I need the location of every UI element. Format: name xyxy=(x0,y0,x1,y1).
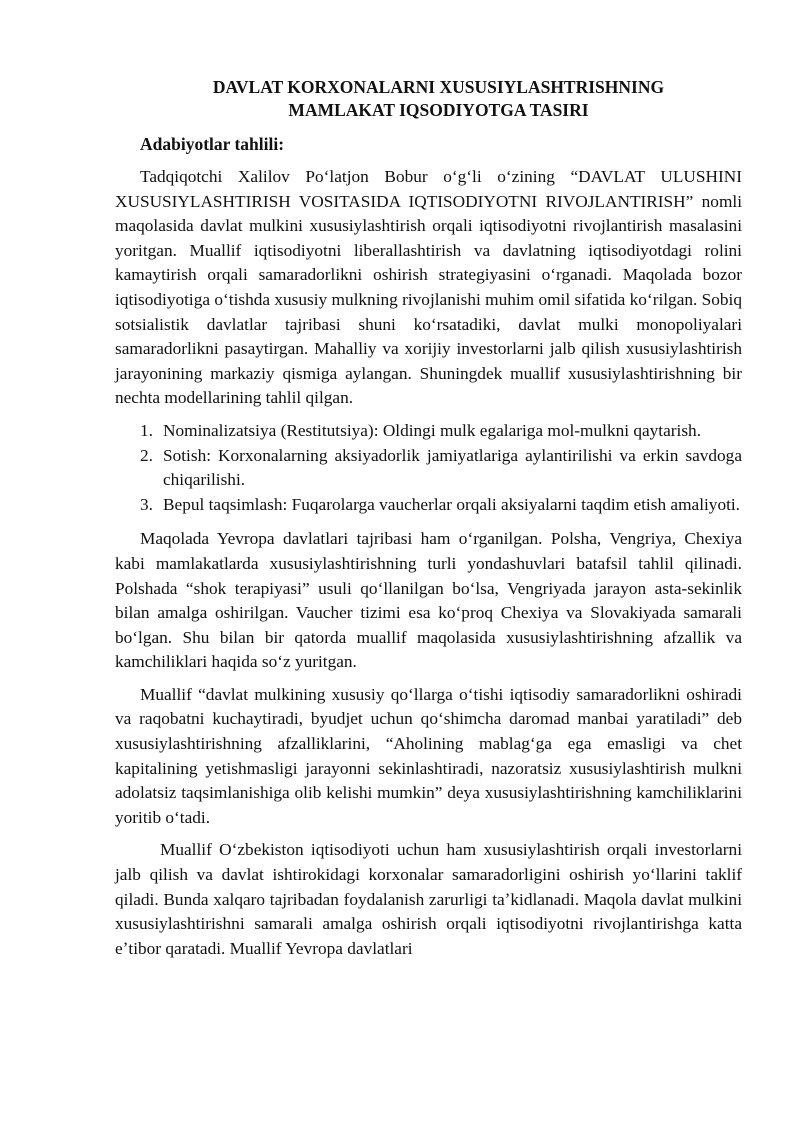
list-text: Bepul taqsimlash: Fuqarolarga vaucherlar orqali aksiyalarni taqdim etish amaliyoti. xyxy=(163,494,741,514)
list-text: Sotish: Korxonalarning aksiyadorlik jamiyatlariga aylantirilishi va erkin savdoga chiqarilishi. xyxy=(163,445,742,490)
list-number: 2. xyxy=(140,445,153,465)
paragraph-4: Muallif Oʻzbekiston iqtisodiyoti uchun ham xususiylashtirish orqali investorlarni jalb qilish va davlat ishtirokidagi korxonalar samaradorligini oshirish yoʻllarini taklif qiladi. Bunda xalqaro tajribadan foydalanish zarurligi taʼkidlanadi. Maqola davlat mulkini xususiylashtirishni samarali amalga oshirish orqali iqtisodiyotni rivojlantirishga katta eʼtibor qaratadi. Muallif Yevropa davlatlari xyxy=(115,840,742,958)
list-item xyxy=(115,419,742,444)
list-text: Nominalizatsiya (Restitutsiya): Oldingi mulk egalariga mol-mulkni qaytarish. xyxy=(163,420,702,440)
section-heading: Adabiyotlar tahlili: xyxy=(140,134,285,154)
title-line-2: MAMLAKAT IQSODIYOTGA TASIRI xyxy=(288,100,589,120)
list-number: 1. xyxy=(140,420,153,440)
document-title xyxy=(115,76,742,122)
title-line-1: DAVLAT KORXONALARNI XUSUSIYLASHTRISHNING xyxy=(212,77,665,97)
paragraph-2: Maqolada Yevropa davlatlari tajribasi ham oʻrganilgan. Polsha, Vengriya, Chexiya kabi mamlakatlarda xususiylashtirishning turli yondashuvlari batafsil tahlil qilinadi. Polshada “shok terapiyasi” usuli qoʻllanilgan boʻlsa, Vengriyada jarayon asta-sekinlik bilan amalga oshirilgan. Vaucher tizimi esa koʻproq Chexiya va Slovakiyada samarali boʻlgan. Shu bilan bir qatorda muallif maqolasida xususiylashtirishning afzallik va kamchiliklari haqida soʻz yuritgan. xyxy=(115,529,742,672)
paragraph-3: Muallif “davlat mulkining xususiy qoʻllarga oʻtishi iqtisodiy samaradorlikni oshiradi va raqobatni kuchaytiradi, byudjet uchun qoʻshimcha daromad manbai yaratiladi” deb xususiylashtirishning afzalliklarini, “Aholining mablagʻga ega emasligi va chet kapitalining yetishmasligi jarayonni sekinlashtiradi, nazoratsiz xususiylashtirish mulkni adolatsiz taqsimlanishiga olib kelishi mumkin” deya xususiylashtirishning kamchiliklarini yoritib oʻtadi. xyxy=(115,684,742,827)
list-item xyxy=(115,444,742,493)
list-number: 3. xyxy=(140,494,153,514)
paragraph-1: Tadqiqotchi Xalilov Poʻlatjon Bobur oʻgʻli oʻzining “DAVLAT ULUSHINI XUSUSIYLASHTIRISH VOSITASIDA IQTISODIYOTNI RIVOJLANTIRISH” nomli maqolasida davlat mulkini xususiylashtirish orqali iqtisodiyotni rivojlantirish masalasini yoritgan. Muallif iqtisodiyotni liberallashtirish va davlatning iqtisodiyotdagi rolini kamaytirish orqali samaradorlikni oshirish strategiyasini oʻrganadi. Maqolada bozor iqtisodiyotiga oʻtishda xususiy mulkning rivojlanishi muhim omil sifatida koʻrilgan. Sobiq sotsialistik davlatlar tajribasi shuni koʻrsatadiki, davlat mulki monopoliyalari samaradorlikni pasaytirgan. Mahalliy va xorijiy investorlarni jalb qilish xususiylashtirish jarayonining markaziy qismiga aylangan. Shuningdek muallif xususiylashtirishning bir nechta modellarining tahlil qilgan. xyxy=(115,167,742,408)
privatization-models-list xyxy=(115,419,742,517)
document-page xyxy=(115,72,742,969)
list-item xyxy=(115,493,742,518)
